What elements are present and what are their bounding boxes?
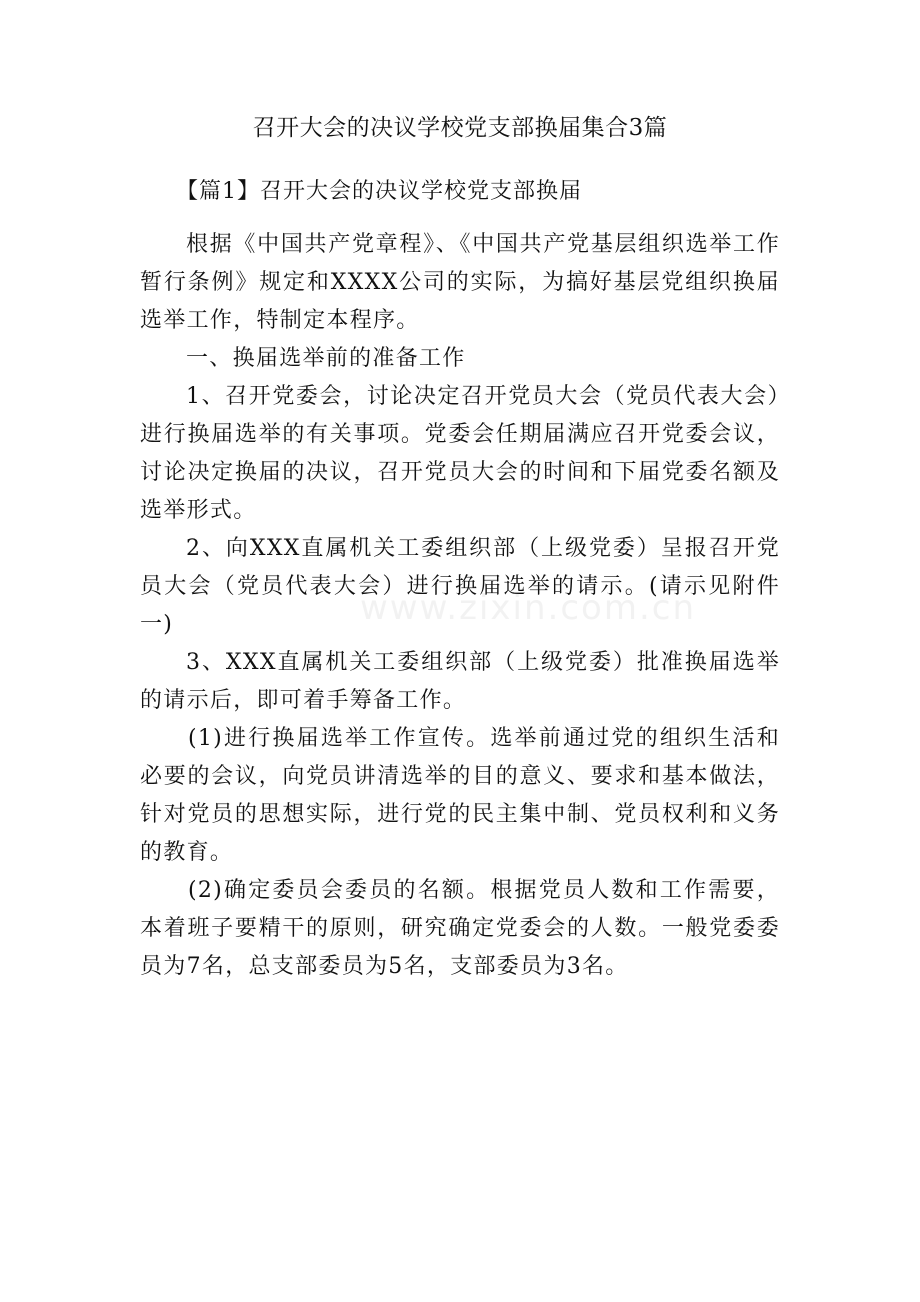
paragraph-item-2: 2、向XXX直属机关工委组织部（上级党委）呈报召开党员大会（党员代表大会）进行换届选举的请示。(请示见附件一) [140, 536, 780, 637]
paragraph-intro: 根据《中国共产党章程》、《中国共产党基层组织选举工作暂行条例》规定和XXXX公司的实际，为搞好基层党组织换届选举工作，特制定本程序。 [140, 232, 780, 333]
document-title: 召开大会的决议学校党支部换届集合3篇 [252, 115, 668, 141]
document-body [140, 226, 780, 986]
paragraph-item-1: 1、召开党委会，讨论决定召开党员大会（党员代表大会）进行换届选举的有关事项。党委会任期届满应召开党委会议，讨论决定换届的决议，召开党员大会的时间和下届党委名额及选举形式。 [140, 384, 780, 523]
watermark: www.zixin.com.cn [360, 588, 696, 628]
paragraph-subitem-1: (1)进行换届选举工作宣传。选举前通过党的组织生活和必要的会议，向党员讲清选举的目的意义、要求和基本做法，针对党员的思想实际，进行党的民主集中制、党员权利和义务的教育。 [140, 726, 780, 865]
paragraph-heading-preparation: 一、换届选举前的准备工作 [186, 346, 466, 371]
paragraph-subitem-2: (2)确定委员会委员的名额。根据党员人数和工作需要，本着班子要精干的原则，研究确定党委会的人数。一般党委委员为7名，总支部委员为5名，支部委员为3名。 [140, 878, 780, 979]
section-heading: 【篇1】召开大会的决议学校党支部换届 [176, 179, 582, 204]
paragraph-item-3: 3、XXX直属机关工委组织部（上级党委）批准换届选举的请示后，即可着手筹备工作。 [140, 650, 780, 713]
